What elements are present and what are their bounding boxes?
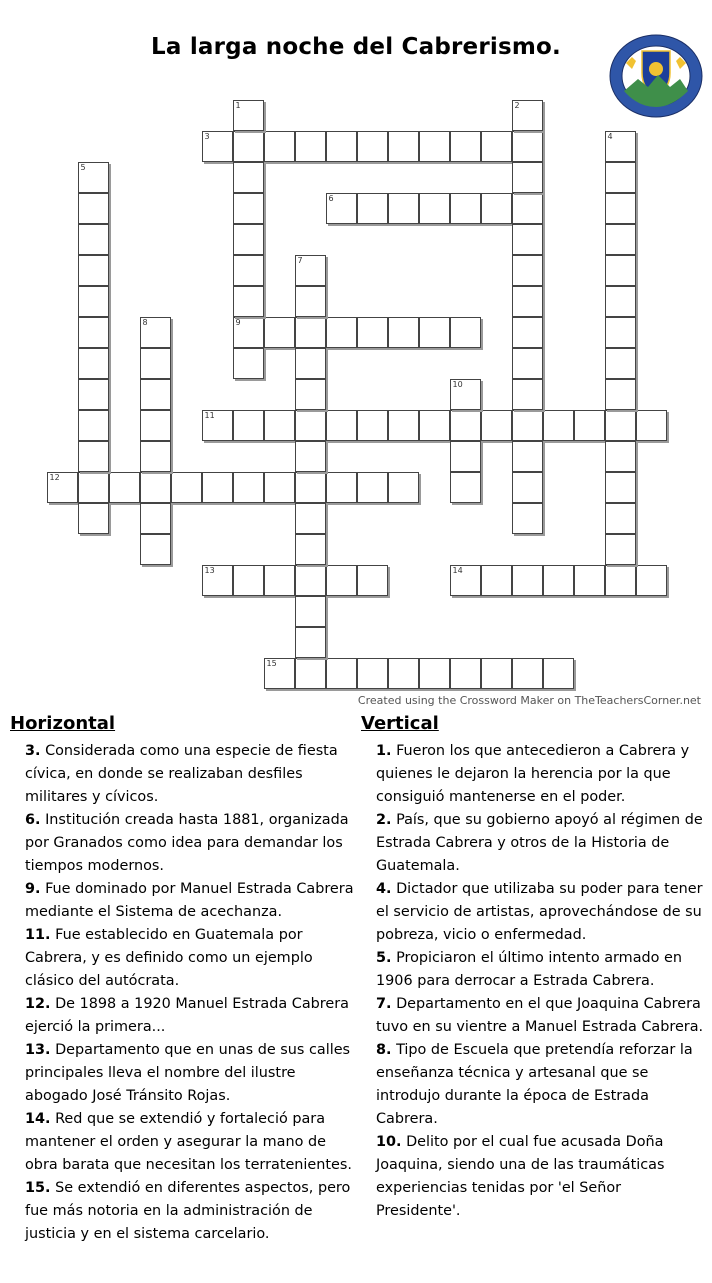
- grid-cell[interactable]: [481, 410, 512, 441]
- grid-cell[interactable]: [605, 379, 636, 410]
- grid-cell[interactable]: [419, 317, 450, 348]
- cell-number: 10: [452, 380, 463, 389]
- grid-cell[interactable]: [295, 565, 326, 596]
- grid-cell[interactable]: [326, 565, 357, 596]
- grid-cell[interactable]: [543, 410, 574, 441]
- grid-cell[interactable]: [574, 565, 605, 596]
- grid-cell[interactable]: [140, 534, 171, 565]
- grid-cell[interactable]: [481, 193, 512, 224]
- clue-text: Fue dominado por Manuel Estrada Cabrera mediante el Sistema de acechanza.: [25, 881, 354, 920]
- clue-text: Fue establecido en Guatemala por Cabrera, y es definido como un ejemplo clásico del autócrata.: [25, 927, 313, 989]
- clue-number: 5.: [376, 950, 392, 966]
- grid-cell[interactable]: [202, 131, 233, 162]
- grid-cell[interactable]: [512, 379, 543, 410]
- clue-text: Red que se extendió y fortaleció para mantener el orden y asegurar la mano de obra barata que necesitan los terratenientes.: [25, 1111, 352, 1173]
- cell-number: 5: [80, 163, 86, 172]
- grid-cell[interactable]: [512, 565, 543, 596]
- clue-number: 1.: [376, 743, 392, 759]
- clue-across-15: [10, 1177, 355, 1246]
- clue-down-1: [361, 740, 706, 809]
- grid-cell[interactable]: [295, 472, 326, 503]
- grid-cell[interactable]: [202, 565, 233, 596]
- grid-cell[interactable]: [326, 131, 357, 162]
- grid-cell[interactable]: [512, 224, 543, 255]
- cell-number: 12: [49, 473, 60, 482]
- clue-down-2: [361, 809, 706, 878]
- grid-cell[interactable]: [233, 224, 264, 255]
- grid-cell[interactable]: [450, 472, 481, 503]
- grid-cell[interactable]: [388, 410, 419, 441]
- clue-number: 11.: [25, 927, 51, 943]
- cell-number: 4: [607, 132, 613, 141]
- grid-cell[interactable]: [233, 131, 264, 162]
- clue-number: 4.: [376, 881, 392, 897]
- cell-number: 6: [328, 194, 334, 203]
- credit-line: Created using the Crossword Maker on TheTeachersCorner.net: [357, 694, 701, 707]
- grid-cell[interactable]: [140, 441, 171, 472]
- cell-number: 7: [297, 256, 303, 265]
- grid-cell[interactable]: [295, 503, 326, 534]
- grid-cell[interactable]: [202, 410, 233, 441]
- grid-cell[interactable]: [233, 472, 264, 503]
- grid-cell[interactable]: [295, 348, 326, 379]
- vertical-clues-section: [361, 712, 706, 1223]
- grid-cell[interactable]: [78, 472, 109, 503]
- grid-cell[interactable]: [605, 286, 636, 317]
- grid-cell[interactable]: [78, 162, 109, 193]
- grid-cell[interactable]: [512, 131, 543, 162]
- clue-text: De 1898 a 1920 Manuel Estrada Cabrera ejerció la primera...: [25, 996, 349, 1035]
- grid-cell[interactable]: [264, 658, 295, 689]
- grid-cell[interactable]: [295, 379, 326, 410]
- grid-cell[interactable]: [78, 193, 109, 224]
- clue-text: Se extendió en diferentes aspectos, pero fue más notoria en la administración de justicia y en el sistema carcelario.: [25, 1180, 351, 1242]
- grid-cell[interactable]: [326, 472, 357, 503]
- grid-cell[interactable]: [109, 472, 140, 503]
- grid-cell[interactable]: [388, 317, 419, 348]
- grid-cell[interactable]: [481, 565, 512, 596]
- grid-cell[interactable]: [233, 317, 264, 348]
- grid-cell[interactable]: [140, 348, 171, 379]
- grid-cell[interactable]: [357, 565, 388, 596]
- grid-cell[interactable]: [295, 131, 326, 162]
- grid-cell[interactable]: [450, 379, 481, 410]
- clue-down-8: [361, 1039, 706, 1131]
- grid-cell[interactable]: [543, 565, 574, 596]
- grid-cell[interactable]: [233, 162, 264, 193]
- grid-cell[interactable]: [326, 317, 357, 348]
- clue-number: 15.: [25, 1180, 51, 1196]
- grid-cell[interactable]: [605, 162, 636, 193]
- grid-cell[interactable]: [450, 193, 481, 224]
- grid-cell[interactable]: [512, 255, 543, 286]
- cell-number: 3: [204, 132, 210, 141]
- grid-cell[interactable]: [78, 286, 109, 317]
- grid-cell[interactable]: [512, 286, 543, 317]
- clue-text: País, que su gobierno apoyó al régimen de Estrada Cabrera y otros de la Historia de Guatemala.: [376, 812, 703, 874]
- clue-number: 9.: [25, 881, 41, 897]
- grid-cell[interactable]: [636, 565, 667, 596]
- grid-cell[interactable]: [357, 658, 388, 689]
- grid-cell[interactable]: [512, 100, 543, 131]
- grid-cell[interactable]: [140, 410, 171, 441]
- clue-number: 7.: [376, 996, 392, 1012]
- grid-cell[interactable]: [357, 317, 388, 348]
- grid-cell[interactable]: [605, 441, 636, 472]
- grid-cell[interactable]: [605, 193, 636, 224]
- clue-number: 10.: [376, 1134, 402, 1150]
- clue-down-5: [361, 947, 706, 993]
- grid-cell[interactable]: [295, 441, 326, 472]
- grid-cell[interactable]: [388, 658, 419, 689]
- clue-number: 2.: [376, 812, 392, 828]
- grid-cell[interactable]: [233, 100, 264, 131]
- cell-number: 15: [266, 659, 277, 668]
- grid-cell[interactable]: [78, 410, 109, 441]
- grid-cell[interactable]: [233, 193, 264, 224]
- clue-text: Departamento que en unas de sus calles principales lleva el nombre del ilustre abogado José Tránsito Rojas.: [25, 1042, 351, 1104]
- clue-number: 3.: [25, 743, 41, 759]
- grid-cell[interactable]: [512, 317, 543, 348]
- grid-cell[interactable]: [295, 658, 326, 689]
- grid-cell[interactable]: [605, 503, 636, 534]
- grid-cell[interactable]: [295, 534, 326, 565]
- clue-number: 12.: [25, 996, 51, 1012]
- grid-cell[interactable]: [264, 472, 295, 503]
- grid-cell[interactable]: [295, 255, 326, 286]
- horizontal-heading: Horizontal: [10, 713, 116, 734]
- grid-cell[interactable]: [388, 193, 419, 224]
- grid-cell[interactable]: [450, 410, 481, 441]
- grid-cell[interactable]: [605, 131, 636, 162]
- horizontal-clues-section: [10, 712, 355, 1246]
- grid-cell[interactable]: [295, 627, 326, 658]
- grid-cell[interactable]: [326, 410, 357, 441]
- clue-down-4: [361, 878, 706, 947]
- grid-cell[interactable]: [450, 658, 481, 689]
- grid-cell[interactable]: [481, 658, 512, 689]
- grid-cell[interactable]: [264, 410, 295, 441]
- grid-cell[interactable]: [605, 317, 636, 348]
- grid-cell[interactable]: [233, 565, 264, 596]
- grid-cell[interactable]: [78, 317, 109, 348]
- cell-number: 1: [235, 101, 241, 110]
- grid-cell[interactable]: [419, 131, 450, 162]
- grid-cell[interactable]: [605, 348, 636, 379]
- clue-text: Institución creada hasta 1881, organizada por Granados como idea para demandar los tiempos modernos.: [25, 812, 349, 874]
- grid-cell[interactable]: [78, 348, 109, 379]
- grid-cell[interactable]: [450, 565, 481, 596]
- clue-across-6: [10, 809, 355, 878]
- grid-cell[interactable]: [512, 348, 543, 379]
- clue-text: Departamento en el que Joaquina Cabrera tuvo en su vientre a Manuel Estrada Cabrera.: [376, 996, 704, 1035]
- grid-cell[interactable]: [636, 410, 667, 441]
- clue-text: Propiciaron el último intento armado en 1906 para derrocar a Estrada Cabrera.: [376, 950, 682, 989]
- grid-cell[interactable]: [512, 193, 543, 224]
- grid-cell[interactable]: [295, 286, 326, 317]
- grid-cell[interactable]: [140, 379, 171, 410]
- grid-cell[interactable]: [512, 441, 543, 472]
- grid-cell[interactable]: [295, 317, 326, 348]
- grid-cell[interactable]: [512, 472, 543, 503]
- grid-cell[interactable]: [78, 503, 109, 534]
- clue-number: 14.: [25, 1111, 51, 1127]
- grid-cell[interactable]: [605, 410, 636, 441]
- grid-cell[interactable]: [140, 503, 171, 534]
- grid-cell[interactable]: [388, 131, 419, 162]
- grid-cell[interactable]: [419, 658, 450, 689]
- grid-cell[interactable]: [419, 410, 450, 441]
- clue-across-3: [10, 740, 355, 809]
- clue-text: Dictador que utilizaba su poder para tener el servicio de artistas, aprovechándose de su pobreza, vicio o enfermedad.: [376, 881, 703, 943]
- clue-across-13: [10, 1039, 355, 1108]
- grid-cell[interactable]: [605, 472, 636, 503]
- grid-cell[interactable]: [140, 472, 171, 503]
- clue-down-10: [361, 1131, 706, 1223]
- grid-cell[interactable]: [605, 534, 636, 565]
- cell-number: 14: [452, 566, 463, 575]
- grid-cell[interactable]: [574, 410, 605, 441]
- vertical-heading: Vertical: [361, 713, 439, 734]
- grid-cell[interactable]: [78, 255, 109, 286]
- grid-cell[interactable]: [481, 131, 512, 162]
- grid-cell[interactable]: [233, 410, 264, 441]
- grid-cell[interactable]: [512, 658, 543, 689]
- grid-cell[interactable]: [357, 410, 388, 441]
- grid-cell[interactable]: [140, 317, 171, 348]
- grid-cell[interactable]: [233, 348, 264, 379]
- grid-cell[interactable]: [264, 131, 295, 162]
- grid-cell[interactable]: [47, 472, 78, 503]
- grid-cell[interactable]: [388, 472, 419, 503]
- grid-cell[interactable]: [512, 410, 543, 441]
- grid-cell[interactable]: [357, 472, 388, 503]
- clue-across-12: [10, 993, 355, 1039]
- grid-cell[interactable]: [512, 503, 543, 534]
- clue-text: Fueron los que antecedieron a Cabrera y quienes le dejaron la herencia por la que consiguió mantenerse en el poder.: [376, 743, 690, 805]
- grid-cell[interactable]: [357, 131, 388, 162]
- page-title: La larga noche del Cabrerismo.: [151, 34, 561, 60]
- grid-cell[interactable]: [78, 441, 109, 472]
- grid-cell[interactable]: [450, 131, 481, 162]
- clue-down-7: [361, 993, 706, 1039]
- grid-cell[interactable]: [543, 658, 574, 689]
- grid-cell[interactable]: [202, 472, 233, 503]
- cell-number: 13: [204, 566, 215, 575]
- cell-number: 8: [142, 318, 148, 327]
- clue-across-11: [10, 924, 355, 993]
- clue-text: Delito por el cual fue acusada Doña Joaquina, siendo una de las traumáticas experiencias tenidas por 'el Señor Presidente'.: [376, 1134, 665, 1219]
- grid-cell[interactable]: [295, 596, 326, 627]
- clue-text: Considerada como una especie de fiesta cívica, en donde se realizaban desfiles militares y cívicos.: [25, 743, 338, 805]
- cell-number: 11: [204, 411, 215, 420]
- grid-cell[interactable]: [171, 472, 202, 503]
- clue-number: 6.: [25, 812, 41, 828]
- grid-cell[interactable]: [450, 441, 481, 472]
- clue-number: 8.: [376, 1042, 392, 1058]
- cell-number: 2: [514, 101, 520, 110]
- grid-cell[interactable]: [605, 255, 636, 286]
- grid-cell[interactable]: [326, 658, 357, 689]
- grid-cell[interactable]: [326, 193, 357, 224]
- grid-cell[interactable]: [357, 193, 388, 224]
- clue-across-9: [10, 878, 355, 924]
- grid-cell[interactable]: [264, 565, 295, 596]
- grid-cell[interactable]: [264, 317, 295, 348]
- clue-text: Tipo de Escuela que pretendía reforzar la enseñanza técnica y artesanal que se introdujo durante la época de Estrada Cabrera.: [376, 1042, 693, 1127]
- grid-cell[interactable]: [419, 193, 450, 224]
- grid-cell[interactable]: [450, 317, 481, 348]
- cell-number: 9: [235, 318, 241, 327]
- clue-across-14: [10, 1108, 355, 1177]
- clue-number: 13.: [25, 1042, 51, 1058]
- grid-cell[interactable]: [233, 255, 264, 286]
- grid-cell[interactable]: [605, 565, 636, 596]
- grid-cell[interactable]: [512, 162, 543, 193]
- grid-cell[interactable]: [78, 224, 109, 255]
- grid-cell[interactable]: [233, 286, 264, 317]
- grid-cell[interactable]: [78, 379, 109, 410]
- grid-cell[interactable]: [605, 224, 636, 255]
- grid-cell[interactable]: [295, 410, 326, 441]
